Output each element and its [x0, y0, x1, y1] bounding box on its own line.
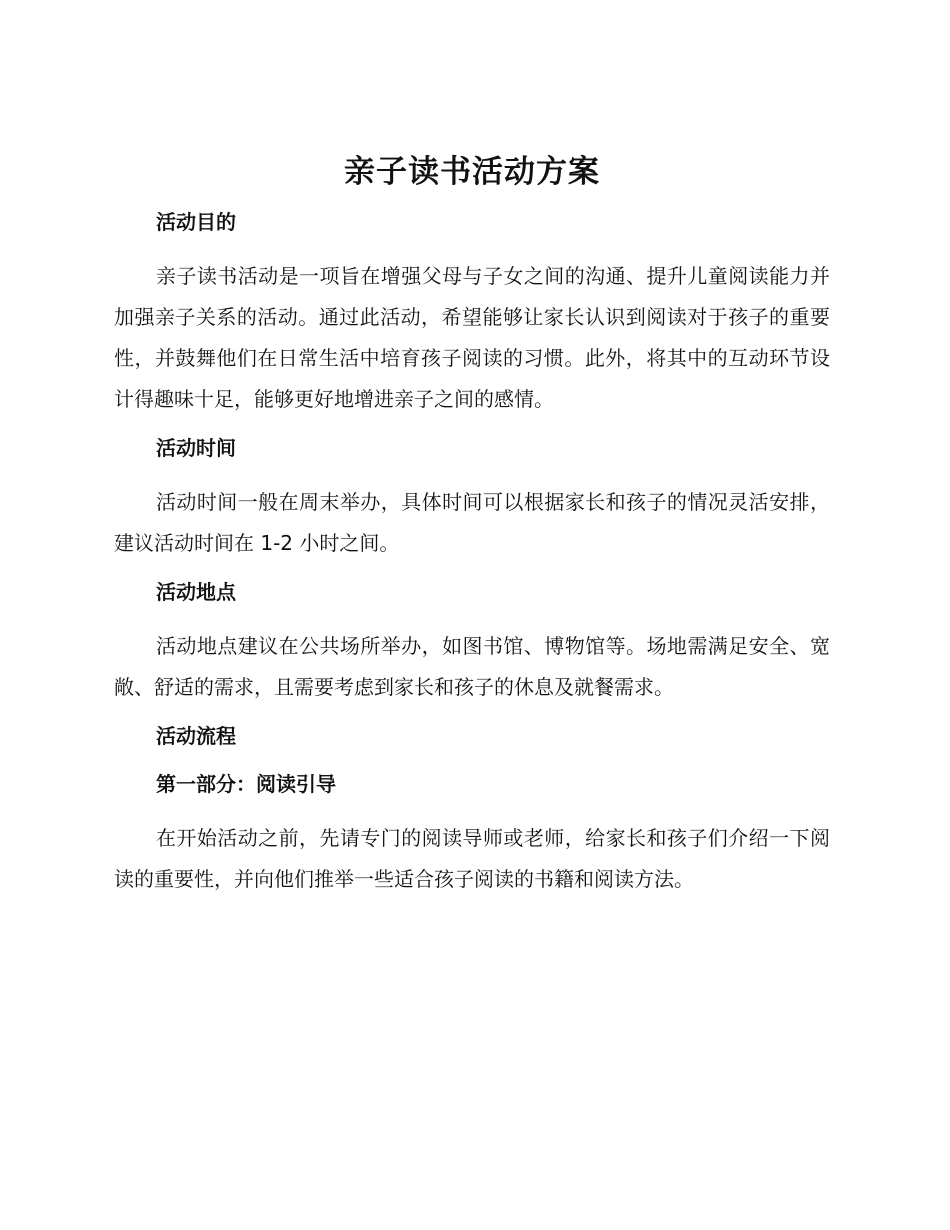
section-paragraph-time: 活动时间一般在周末举办，具体时间可以根据家长和孩子的情况灵活安排，建议活动时间在 1-2 小时之间。	[114, 490, 830, 555]
section-heading-location: 活动地点	[156, 580, 236, 604]
subsection-paragraph-reading-guide: 在开始活动之前，先请专门的阅读导师或老师，给家长和孩子们介绍一下阅读的重要性，并向他们推举一些适合孩子阅读的书籍和阅读方法。	[114, 826, 830, 891]
section-heading-process: 活动流程	[156, 724, 236, 748]
section-paragraph-location: 活动地点建议在公共场所举办，如图书馆、博物馆等。场地需满足安全、宽敞、舒适的需求，且需要考虑到家长和孩子的休息及就餐需求。	[114, 634, 830, 699]
section-heading-purpose: 活动目的	[156, 210, 236, 234]
subsection-heading-reading-guide: 第一部分：阅读引导	[156, 772, 336, 796]
section-heading-time: 活动时间	[156, 436, 236, 460]
section-paragraph-purpose: 亲子读书活动是一项旨在增强父母与子女之间的沟通、提升儿童阅读能力并加强亲子关系的活动。通过此活动，希望能够让家长认识到阅读对于孩子的重要性，并鼓舞他们在日常生活中培育孩子阅读的习惯。此外，将其中的互动环节设计得趣味十足，能够更好地增进亲子之间的感情。	[114, 264, 830, 411]
document-title: 亲子读书活动方案	[344, 154, 600, 190]
